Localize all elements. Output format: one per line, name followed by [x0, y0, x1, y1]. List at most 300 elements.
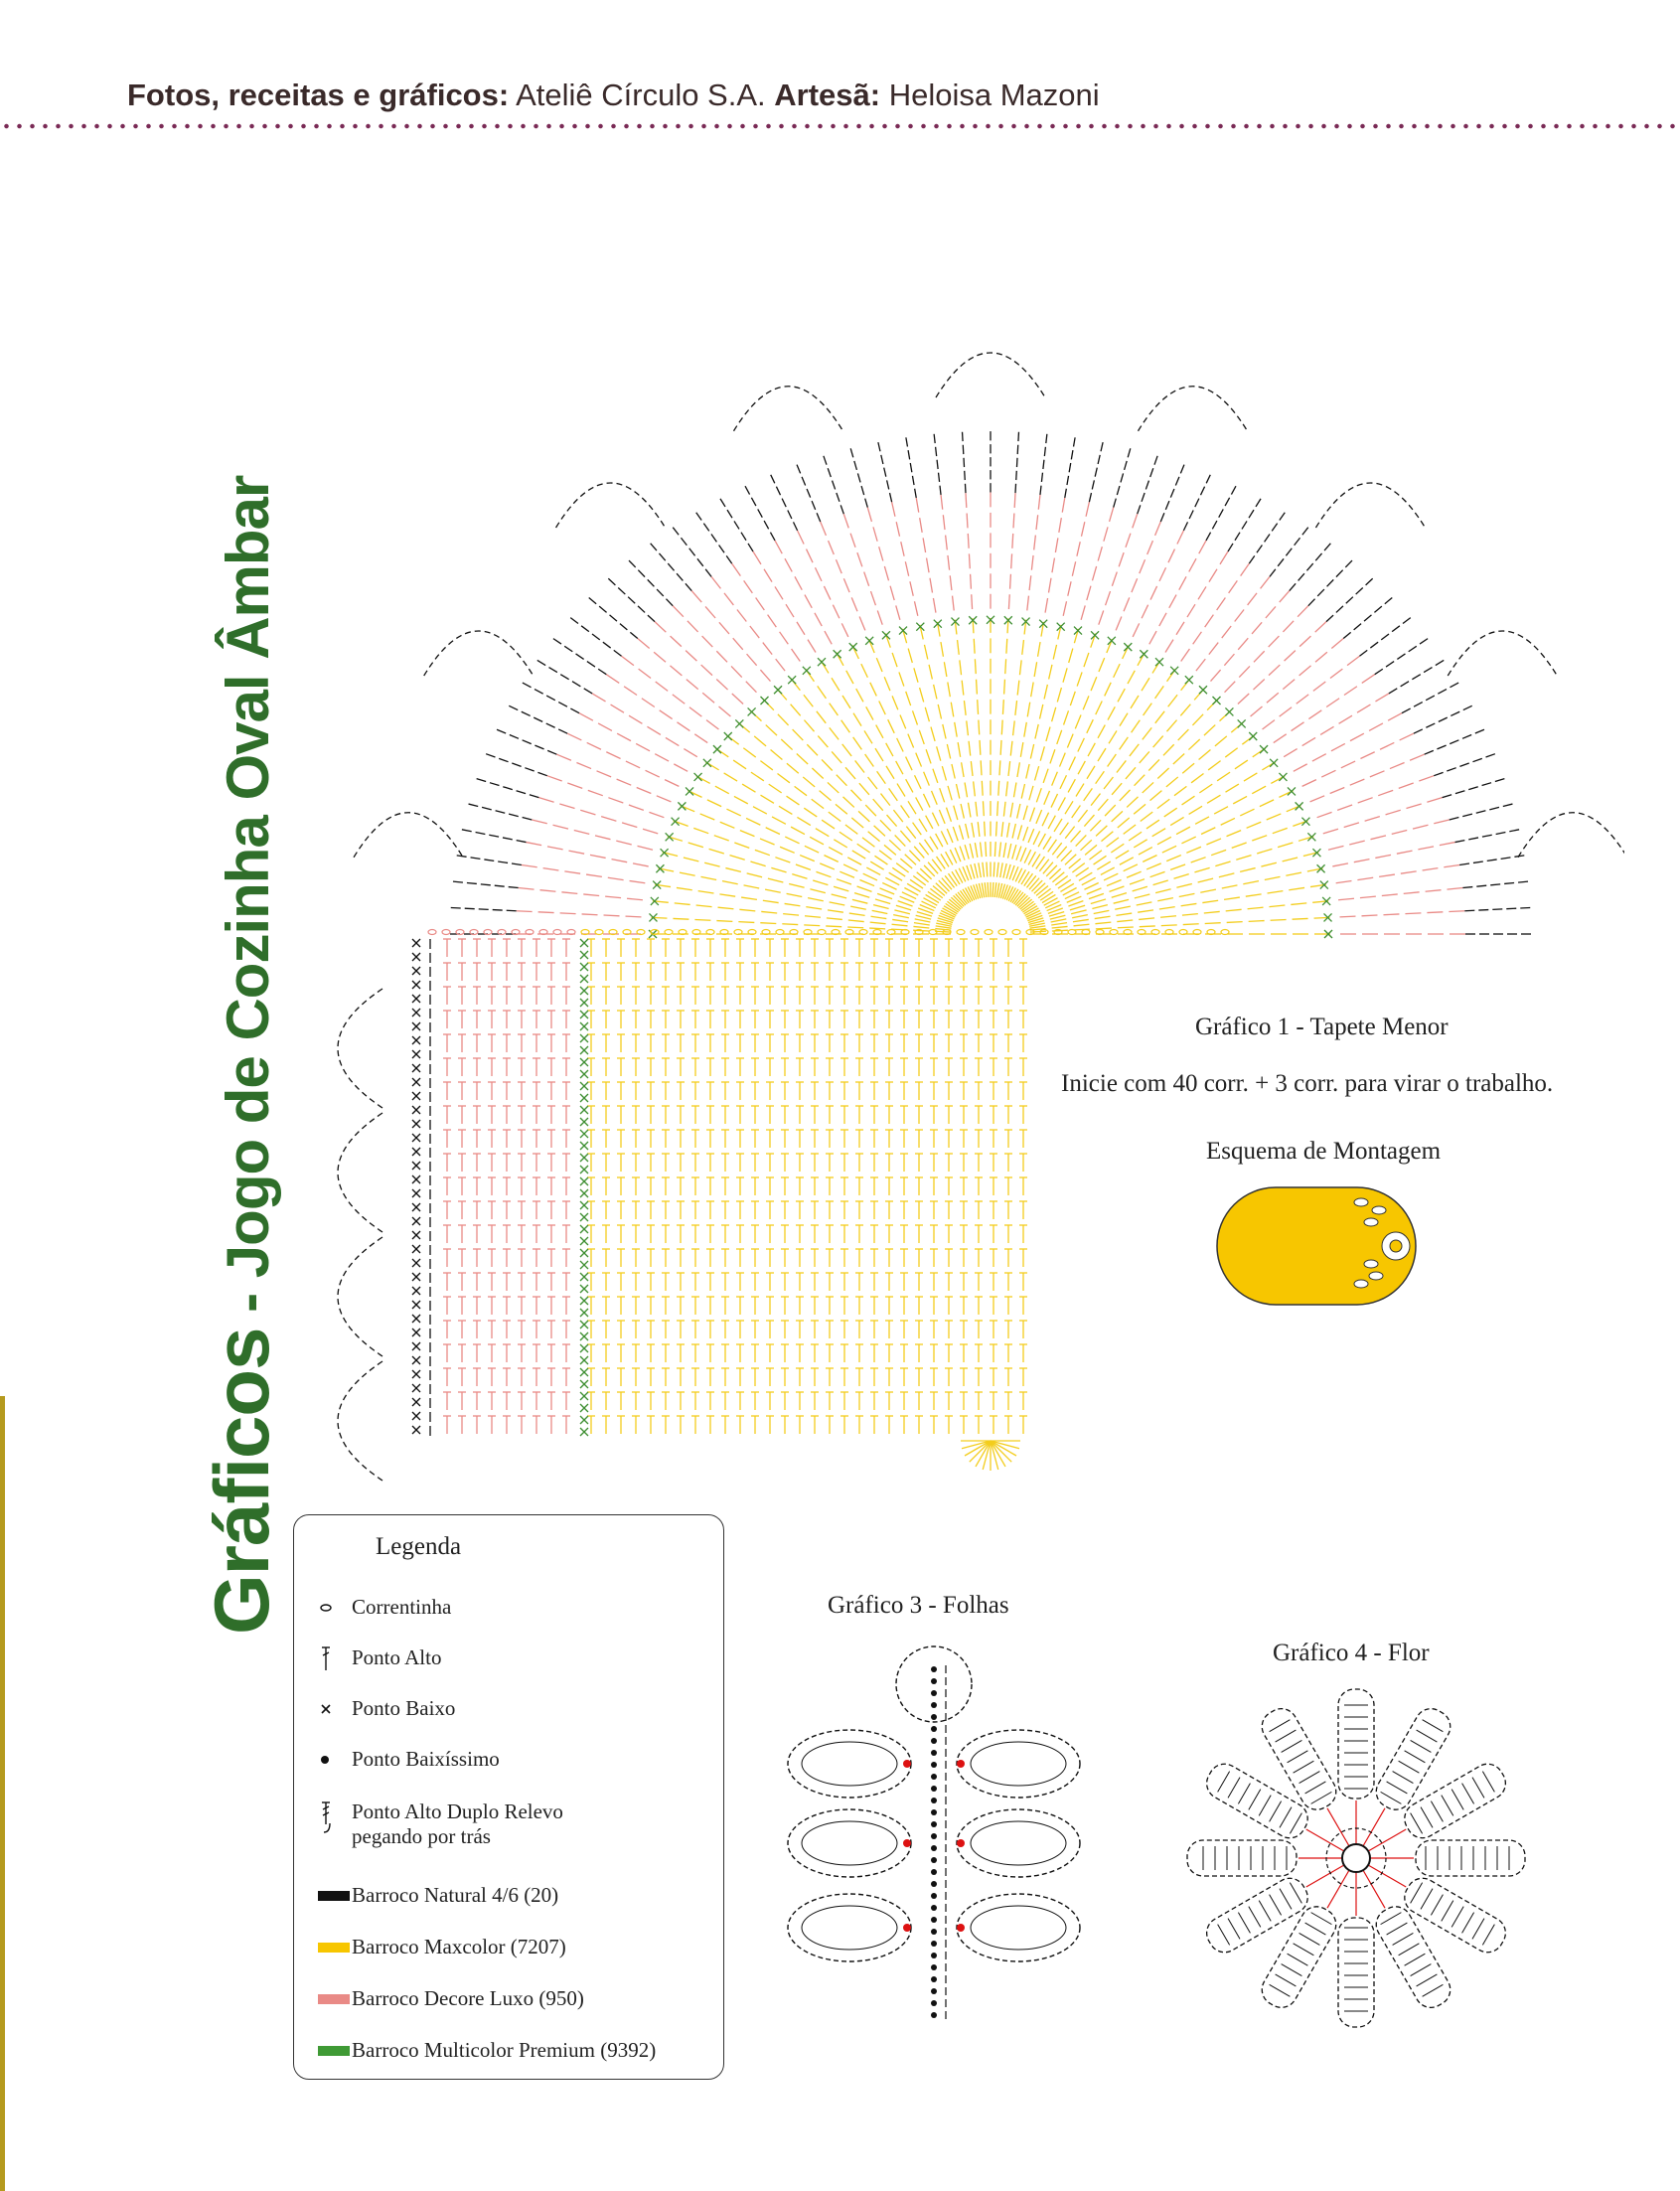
stitch-mark [879, 547, 883, 560]
legend-item-yarn-maxcolor [318, 1935, 566, 1959]
stitch-mark [1270, 569, 1276, 577]
stitch-mark [1294, 1761, 1314, 1773]
stitch-mark [977, 680, 978, 695]
stitch-mark [964, 701, 966, 715]
stitch-mark [733, 638, 743, 650]
stitch-mark [1038, 642, 1041, 657]
stitch-mark [1166, 720, 1176, 732]
stitch-mark [1126, 534, 1131, 548]
stitch-mark [896, 522, 899, 537]
stitch-mark [1356, 587, 1363, 594]
stitch-mark [1004, 680, 1005, 695]
stitch-mark [734, 843, 749, 848]
stitch-mark [750, 626, 759, 638]
stitch-mark [1016, 471, 1017, 480]
stitch-mark [1347, 656, 1359, 665]
stitch-mark [1130, 879, 1145, 884]
stitch-mark [1265, 876, 1281, 879]
stitch-mark [894, 910, 909, 914]
flower-group [1187, 1689, 1525, 2027]
stitch-mark [923, 538, 926, 552]
stitch-mark [1211, 850, 1226, 855]
stitch-mark [1199, 750, 1211, 760]
stitch-mark [1397, 851, 1413, 854]
stitch-mark [1081, 840, 1092, 851]
stitch-mark [870, 591, 875, 605]
stitch-mark [1370, 642, 1378, 648]
flower-chart-drawing [1162, 1679, 1550, 2037]
stitch-mark [617, 733, 631, 740]
stitch-mark [1204, 911, 1220, 913]
stitch-mark [1043, 460, 1044, 469]
stitch-mark [955, 848, 961, 861]
page-title-separator: - [215, 1293, 281, 1313]
stitch-mark [810, 837, 824, 844]
stitch-mark [1462, 1784, 1474, 1804]
stitch-mark [914, 668, 918, 682]
stitch-mark [681, 538, 687, 546]
stitch-mark [841, 720, 850, 732]
green-sc-mark [672, 818, 680, 826]
stitch-mark [1270, 1720, 1291, 1732]
green-sc-mark [580, 1285, 588, 1293]
green-sc-mark [865, 637, 873, 645]
stitch-mark [1299, 1772, 1320, 1784]
stitch-mark [758, 509, 763, 517]
stitch-mark [837, 879, 851, 884]
stitch-mark [1116, 616, 1122, 630]
stitch-mark [840, 871, 854, 877]
stitch-mark [1256, 499, 1261, 507]
stitch-mark [1198, 878, 1213, 882]
stitch-mark [1306, 563, 1312, 570]
stitch-mark [948, 682, 951, 697]
legend-item-yarn-multicolor [318, 2038, 656, 2063]
legend-box [293, 1514, 724, 2080]
stitch-mark [1270, 1895, 1282, 1916]
stitch-mark [963, 432, 964, 441]
stitch-mark [734, 521, 739, 529]
stitch-mark [1489, 807, 1499, 809]
stitch-mark [1265, 535, 1270, 543]
stitch-mark [1450, 683, 1458, 688]
stitch-mark [1140, 559, 1145, 573]
stitch-mark [1087, 719, 1094, 733]
stitch-mark [828, 782, 839, 793]
stitch-mark [948, 555, 950, 570]
stitch-mark [962, 762, 965, 777]
stitch-mark [933, 598, 936, 613]
stitch-mark [1116, 913, 1132, 915]
stitch-mark [1099, 611, 1104, 625]
stitch-mark [853, 713, 861, 726]
stitch-mark [836, 559, 841, 573]
stitch-mark [648, 615, 655, 622]
stitch-mark [1041, 473, 1042, 482]
stitch-mark [1378, 790, 1393, 795]
stitch-mark [1002, 700, 1003, 714]
stitch-mark [1160, 513, 1164, 522]
stitch-mark [958, 742, 961, 757]
stitch-mark [558, 703, 567, 707]
stitch-mark [1077, 542, 1080, 556]
stitch-mark [1462, 887, 1472, 888]
stitch-mark [1035, 766, 1039, 780]
stitch-mark [1280, 707, 1292, 716]
slip-stitch-mark [931, 1976, 937, 1982]
stitch-mark [1152, 829, 1165, 837]
stitch-mark [1341, 761, 1355, 768]
legend-item-slip-stitch [318, 1747, 500, 1772]
stitch-mark [1104, 527, 1108, 541]
stitch-mark [889, 872, 902, 880]
header-credits [127, 78, 1100, 113]
stitch-mark [1248, 907, 1264, 909]
stitch-mark [1075, 714, 1081, 728]
green-sc-mark [580, 1213, 588, 1221]
stitch-mark [1124, 864, 1138, 871]
stitch-mark [1310, 796, 1325, 802]
leaf-inner-loop [802, 1906, 897, 1950]
stitch-mark [877, 893, 892, 898]
chain-mark [971, 930, 979, 935]
stitch-mark [503, 838, 513, 840]
chain-mark [1110, 930, 1118, 935]
stitch-mark [1251, 706, 1263, 716]
stitch-mark [1375, 694, 1388, 702]
center-spoke [1368, 1865, 1406, 1887]
stitch-mark [753, 551, 761, 564]
stitch-mark [856, 689, 863, 702]
stitch-mark [915, 919, 931, 922]
stitch-mark [654, 652, 666, 662]
stitch-mark [1058, 797, 1065, 810]
stitch-mark [948, 786, 952, 800]
stitch-mark [775, 541, 782, 553]
stitch-mark [471, 858, 481, 859]
stitch-mark [1020, 848, 1026, 861]
stitch-mark [1468, 787, 1478, 790]
stitch-mark [1236, 856, 1251, 861]
stitch-mark [675, 903, 690, 905]
stitch-mark [1205, 923, 1221, 924]
stitch-mark [1447, 768, 1455, 771]
stitch-mark [897, 738, 904, 752]
stitch-mark [1308, 599, 1315, 606]
stitch-mark [1119, 552, 1124, 566]
stitch-mark [1315, 622, 1326, 633]
stitch-mark [1036, 885, 1048, 895]
stitch-mark [1101, 832, 1113, 842]
stitch-mark [863, 873, 877, 880]
stitch-mark [850, 448, 853, 457]
stitch-mark [744, 580, 753, 592]
stitch-mark [546, 723, 555, 727]
leaf-join-mark [957, 1839, 965, 1847]
stitch-mark [724, 773, 737, 781]
stitch-mark [1235, 609, 1244, 621]
stitch-mark [1019, 660, 1021, 675]
stitch-mark [1071, 831, 1081, 843]
stitch-mark [1132, 578, 1138, 592]
stitch-mark [706, 720, 718, 729]
green-sc-mark [788, 676, 796, 684]
stitch-mark [1043, 837, 1051, 850]
stitch-mark [509, 887, 519, 888]
stitch-mark [1112, 893, 1127, 898]
stitch-mark [1321, 770, 1335, 777]
stitch-mark [666, 599, 673, 606]
stitch-mark [1337, 805, 1352, 810]
stitch-mark [962, 681, 964, 696]
green-sc-mark [580, 1082, 588, 1090]
stitch-mark [915, 775, 922, 789]
stitch-mark [1028, 829, 1034, 843]
stitch-mark [857, 473, 860, 482]
stitch-mark [1111, 844, 1124, 853]
stitch-mark [1276, 1730, 1297, 1742]
stitch-mark [1369, 723, 1383, 730]
stitch-mark [936, 447, 937, 456]
stitch-mark [1482, 783, 1492, 786]
stitch-mark [1444, 864, 1459, 866]
stitch-mark [913, 926, 929, 928]
stitch-mark [1206, 533, 1211, 541]
stitch-mark [1239, 666, 1250, 677]
stitch-mark [1224, 654, 1234, 666]
stitch-mark [1146, 820, 1159, 829]
stitch-mark [1269, 636, 1280, 647]
stitch-mark [1298, 573, 1304, 580]
stitch-mark [906, 827, 915, 839]
stitch-mark [889, 840, 900, 851]
stitch-mark [539, 890, 555, 892]
stitch-mark [1017, 445, 1018, 454]
stitch-mark [997, 801, 998, 816]
stitch-mark [1186, 847, 1201, 853]
stitch-mark [865, 754, 874, 766]
stitch-mark [872, 910, 888, 913]
stitch-mark [1482, 835, 1492, 837]
stitch-mark [680, 872, 695, 875]
stitch-mark [1326, 699, 1339, 707]
stitch-mark [1323, 829, 1338, 834]
page-title-subtitle: Jogo de Cozinha Oval Âmbar [215, 475, 281, 1279]
stitch-mark [1370, 771, 1385, 777]
stitch-mark [567, 783, 582, 788]
stitch-mark [1059, 518, 1062, 533]
stitch-mark [1330, 787, 1345, 793]
stitch-mark [1238, 1913, 1250, 1934]
stitch-mark [537, 660, 545, 665]
stitch-mark [1280, 513, 1285, 521]
stitch-mark [509, 814, 519, 816]
stitch-mark [1189, 806, 1202, 814]
stitch-mark [1126, 767, 1136, 779]
green-sc-mark [1288, 787, 1296, 795]
stitch-mark [1280, 591, 1290, 603]
stitch-mark [821, 522, 827, 536]
green-sc-mark [882, 631, 890, 639]
stitch-mark [815, 567, 822, 581]
center-spoke [1368, 1829, 1406, 1851]
stitch-mark [1003, 802, 1005, 817]
chart-fan-section [450, 431, 1531, 938]
stitch-mark [1098, 799, 1108, 811]
stitch-mark [837, 775, 847, 786]
stitch-mark [965, 484, 966, 493]
stitch-mark [1271, 919, 1287, 920]
stitch-mark [1048, 816, 1055, 829]
leaf-group [788, 1646, 1080, 2019]
stitch-mark [792, 649, 801, 661]
stitch-mark [1305, 1923, 1326, 1935]
stitch-mark [1168, 695, 1177, 706]
scallop-arc [338, 1113, 382, 1232]
legend-label: Barroco Multicolor Premium (9392) [352, 2038, 657, 2062]
stitch-mark [1087, 888, 1102, 894]
stitch-mark [760, 923, 776, 924]
stitch-mark [482, 807, 492, 809]
stitch-mark [1259, 1901, 1271, 1922]
stitch-mark [1179, 576, 1186, 589]
stitch-mark [512, 763, 521, 766]
stitch-mark [1222, 626, 1231, 638]
stitch-mark [534, 717, 542, 721]
stitch-mark [564, 871, 580, 873]
stitch-mark [751, 498, 756, 506]
legend-label: Ponto Alto [352, 1645, 442, 1670]
stitch-mark [1039, 704, 1042, 719]
stitch-mark [1399, 1761, 1420, 1773]
green-sc-mark [580, 1142, 588, 1150]
stitch-mark [798, 531, 805, 545]
stitch-mark [873, 527, 877, 541]
stitch-mark [1013, 720, 1015, 735]
stitch-mark [1084, 882, 1098, 889]
stitch-mark [496, 811, 506, 813]
stitch-mark [1218, 1925, 1230, 1946]
stitch-mark [1450, 818, 1459, 820]
stitch-mark [882, 882, 896, 889]
stitch-mark [1263, 720, 1275, 729]
stitch-mark [1225, 748, 1237, 757]
stitch-mark [453, 881, 463, 882]
stitch-mark [932, 791, 938, 805]
stitch-mark [523, 818, 533, 820]
stitch-mark [1051, 794, 1058, 808]
stitch-mark [813, 880, 828, 885]
stitch-mark [916, 498, 919, 513]
chain-mark [985, 930, 993, 935]
chart-1-title: Gráfico 1 - Tapete Menor [1195, 1014, 1449, 1040]
stitch-mark [884, 468, 886, 477]
stitch-mark [852, 851, 865, 859]
stitch-mark [564, 646, 572, 651]
stitch-mark [812, 799, 824, 808]
stitch-mark [1455, 841, 1465, 843]
stitch-mark [1274, 734, 1287, 743]
petal [1338, 1689, 1374, 1844]
chain-icon [318, 1603, 352, 1613]
stitch-mark [517, 841, 527, 843]
stitch-mark [1155, 889, 1170, 893]
stitch-mark [1007, 844, 1010, 859]
stitch-mark [1280, 1807, 1292, 1828]
stitch-mark [804, 808, 817, 817]
stitch-mark [756, 597, 765, 609]
stitch-mark [1400, 733, 1414, 740]
stitch-mark [1311, 1913, 1332, 1925]
stitch-mark [954, 806, 958, 820]
stitch-mark [788, 511, 792, 519]
stitch-mark [1083, 696, 1089, 709]
stitch-mark [1299, 666, 1311, 676]
stitch-mark [1217, 772, 1230, 781]
stitch-mark [1176, 827, 1190, 834]
legend-label: Ponto Alto Duplo Relevo [352, 1800, 563, 1823]
stitch-mark [1169, 595, 1176, 608]
stitch-mark [523, 683, 532, 688]
stitch-mark [746, 682, 757, 693]
stitch-mark [1228, 1919, 1240, 1940]
stitch-mark [866, 867, 880, 874]
stitch-mark [1182, 763, 1194, 773]
stitch-mark [855, 760, 864, 772]
stitch-mark [1240, 809, 1254, 816]
stitch-mark [1177, 531, 1184, 545]
stitch-mark [760, 761, 772, 770]
stitch-mark [1350, 779, 1365, 785]
stitch-mark [1462, 1913, 1474, 1934]
stitch-mark [1472, 1778, 1484, 1799]
stitch-mark [1379, 874, 1395, 876]
stitch-mark [1405, 1751, 1426, 1763]
stitch-mark [829, 848, 842, 855]
stitch-mark [961, 804, 964, 819]
stitch-mark [1482, 1925, 1494, 1946]
stitch-mark [1267, 693, 1279, 703]
stitch-mark [982, 781, 983, 796]
green-sc-mark [580, 1070, 588, 1078]
stitch-mark [618, 587, 625, 594]
stitch-mark [805, 916, 821, 918]
stitch-mark [824, 586, 831, 600]
stitch-mark [1101, 442, 1103, 451]
stitch-mark [574, 831, 589, 835]
stitch-mark [1375, 855, 1391, 858]
stitch-mark [996, 862, 998, 877]
stitch-mark [1150, 871, 1165, 876]
stitch-mark [925, 707, 929, 721]
stitch-mark [1235, 533, 1240, 541]
stitch-mark [1350, 733, 1364, 740]
stitch-mark [1092, 566, 1096, 580]
stitch-mark [469, 804, 479, 806]
leaf-join-mark [903, 1760, 911, 1768]
stitch-mark [833, 605, 840, 619]
stitch-mark [1254, 651, 1265, 662]
stitch-mark [1084, 815, 1094, 827]
stitch-mark [941, 495, 943, 510]
stitch-mark [673, 695, 685, 704]
stitch-mark [1001, 822, 1003, 837]
stitch-mark [1336, 570, 1343, 577]
stitch-mark [1195, 499, 1199, 507]
leaf-loop [788, 1894, 911, 1961]
stitch-mark [1180, 465, 1184, 474]
stitch-mark [808, 640, 816, 653]
